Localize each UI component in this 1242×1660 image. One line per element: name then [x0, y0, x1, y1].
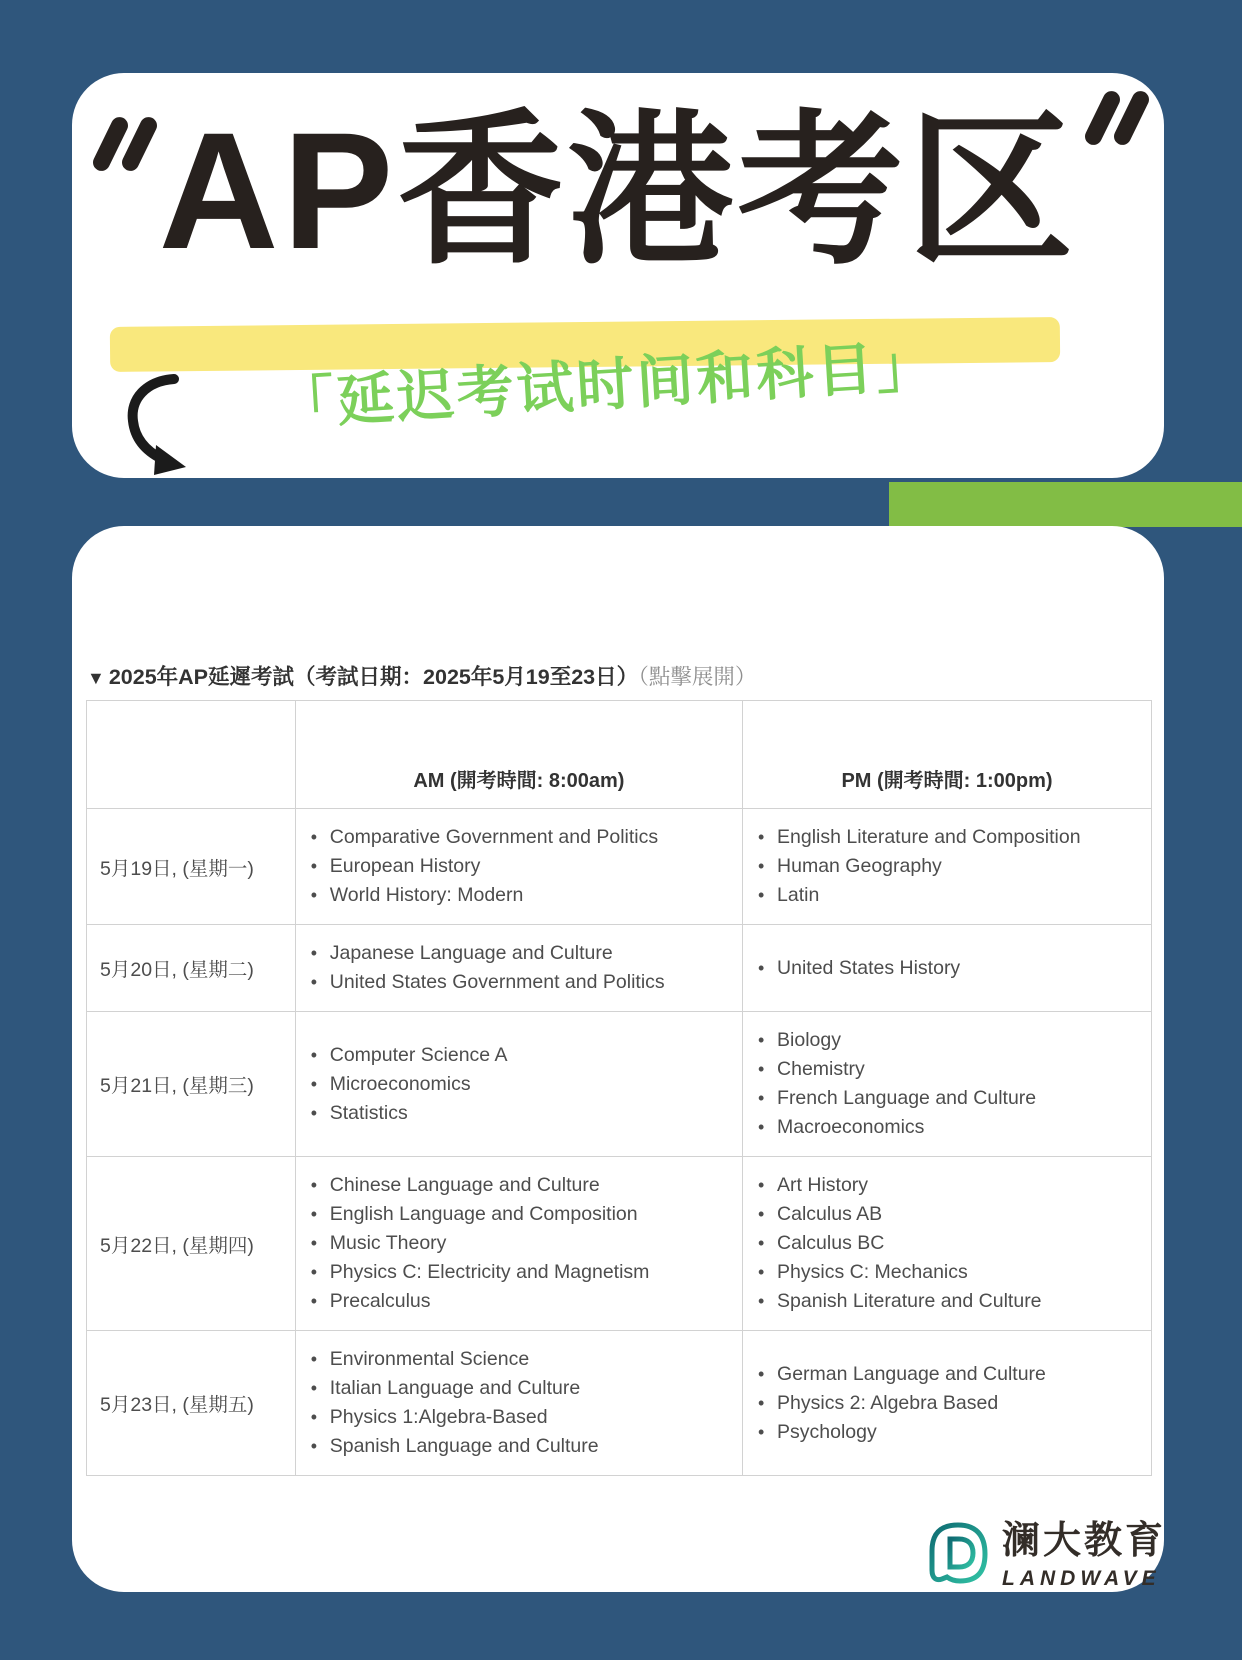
- date-cell: 5月20日, (星期二): [87, 925, 296, 1012]
- subject-item: • Italian Language and Culture: [306, 1374, 732, 1403]
- subject-item: • Chinese Language and Culture: [306, 1171, 732, 1200]
- subject-item: • Comparative Government and Politics: [306, 823, 732, 852]
- pm-subjects-cell: [743, 1331, 1152, 1476]
- subject-item: • Microeconomics: [306, 1070, 732, 1099]
- subject-item: • Physics 2: Algebra Based: [753, 1389, 1141, 1418]
- brand-logo: [925, 1520, 1166, 1591]
- date-cell: 5月19日, (星期一): [87, 809, 296, 925]
- subject-item: • Spanish Literature and Culture: [753, 1287, 1141, 1316]
- subject-item: • Human Geography: [753, 852, 1141, 881]
- pm-subjects-cell: [743, 1157, 1152, 1331]
- header-row: [87, 701, 1152, 809]
- subject-item: • Spanish Language and Culture: [306, 1432, 732, 1461]
- subject-item: • Music Theory: [306, 1229, 732, 1258]
- subject-item: • Chemistry: [753, 1055, 1141, 1084]
- subject-item: • Statistics: [306, 1099, 732, 1128]
- landwave-logo-icon: [925, 1520, 989, 1588]
- subject-item: • Precalculus: [306, 1287, 732, 1316]
- content-card: [72, 526, 1167, 1592]
- collapse-triangle-icon: ▼: [87, 668, 105, 688]
- page-title: AP香港考区: [158, 99, 1078, 284]
- brand-name-en: LANDWAVE: [1002, 1566, 1161, 1590]
- am-subjects-cell: [295, 1012, 742, 1157]
- subject-item: • French Language and Culture: [753, 1084, 1141, 1113]
- subject-item: • English Literature and Composition: [753, 823, 1141, 852]
- subject-item: • European History: [306, 852, 732, 881]
- page-subtitle: 「延迟考试时间和科目」: [275, 333, 938, 438]
- pm-subjects-cell: [743, 925, 1152, 1012]
- table-row: [87, 1012, 1152, 1157]
- table-wrapper: [72, 526, 1164, 1476]
- subject-item: • Biology: [753, 1026, 1141, 1055]
- curved-arrow-icon: [110, 371, 210, 479]
- table-row: [87, 925, 1152, 1012]
- am-subjects-cell: [295, 1331, 742, 1476]
- green-accent-band: [889, 482, 1242, 527]
- subject-item: • United States Government and Politics: [306, 968, 732, 997]
- am-subjects-cell: [295, 925, 742, 1012]
- pm-column-header: PM (開考時間: 1:00pm): [743, 701, 1152, 809]
- exam-schedule-table: [86, 700, 1152, 1476]
- subject-item: • Calculus BC: [753, 1229, 1141, 1258]
- brand-logo-text: [1002, 1520, 1166, 1591]
- table-row: [87, 1157, 1152, 1331]
- table-caption[interactable]: [87, 660, 1152, 691]
- table-caption-title: 2025年AP延遲考試（考試日期：2025年5月19至23日）: [108, 665, 639, 689]
- subject-item: • Art History: [753, 1171, 1141, 1200]
- subject-item: • Macroeconomics: [753, 1113, 1141, 1142]
- table-caption-hint: （點擊展開）: [638, 665, 757, 689]
- corner-header-cell: [87, 701, 296, 809]
- subject-item: • Physics C: Electricity and Magnetism: [306, 1258, 732, 1287]
- date-cell: 5月22日, (星期四): [87, 1157, 296, 1331]
- hero-card: [72, 73, 1164, 478]
- am-subjects-cell: [295, 809, 742, 925]
- subject-item: • Japanese Language and Culture: [306, 939, 732, 968]
- brand-name-cn: 澜大教育: [1002, 1520, 1167, 1562]
- pm-subjects-cell: [743, 1012, 1152, 1157]
- subject-item: • United States History: [753, 954, 1141, 983]
- subject-item: • English Language and Composition: [306, 1200, 732, 1229]
- date-cell: 5月23日, (星期五): [87, 1331, 296, 1476]
- subject-item: • Physics C: Mechanics: [753, 1258, 1141, 1287]
- table-row: [87, 809, 1152, 925]
- subject-item: • Calculus AB: [753, 1200, 1141, 1229]
- subject-item: • Computer Science A: [306, 1041, 732, 1070]
- pm-subjects-cell: [743, 809, 1152, 925]
- subject-item: • Environmental Science: [306, 1345, 732, 1374]
- am-column-header: AM (開考時間: 8:00am): [295, 701, 742, 809]
- subject-item: • Psychology: [753, 1418, 1141, 1447]
- date-cell: 5月21日, (星期三): [87, 1012, 296, 1157]
- am-subjects-cell: [295, 1157, 742, 1331]
- subject-item: • Latin: [753, 881, 1141, 910]
- subject-item: • World History: Modern: [306, 881, 732, 910]
- subject-item: • German Language and Culture: [753, 1360, 1141, 1389]
- table-row: [87, 1331, 1152, 1476]
- subject-item: • Physics 1:Algebra-Based: [306, 1403, 732, 1432]
